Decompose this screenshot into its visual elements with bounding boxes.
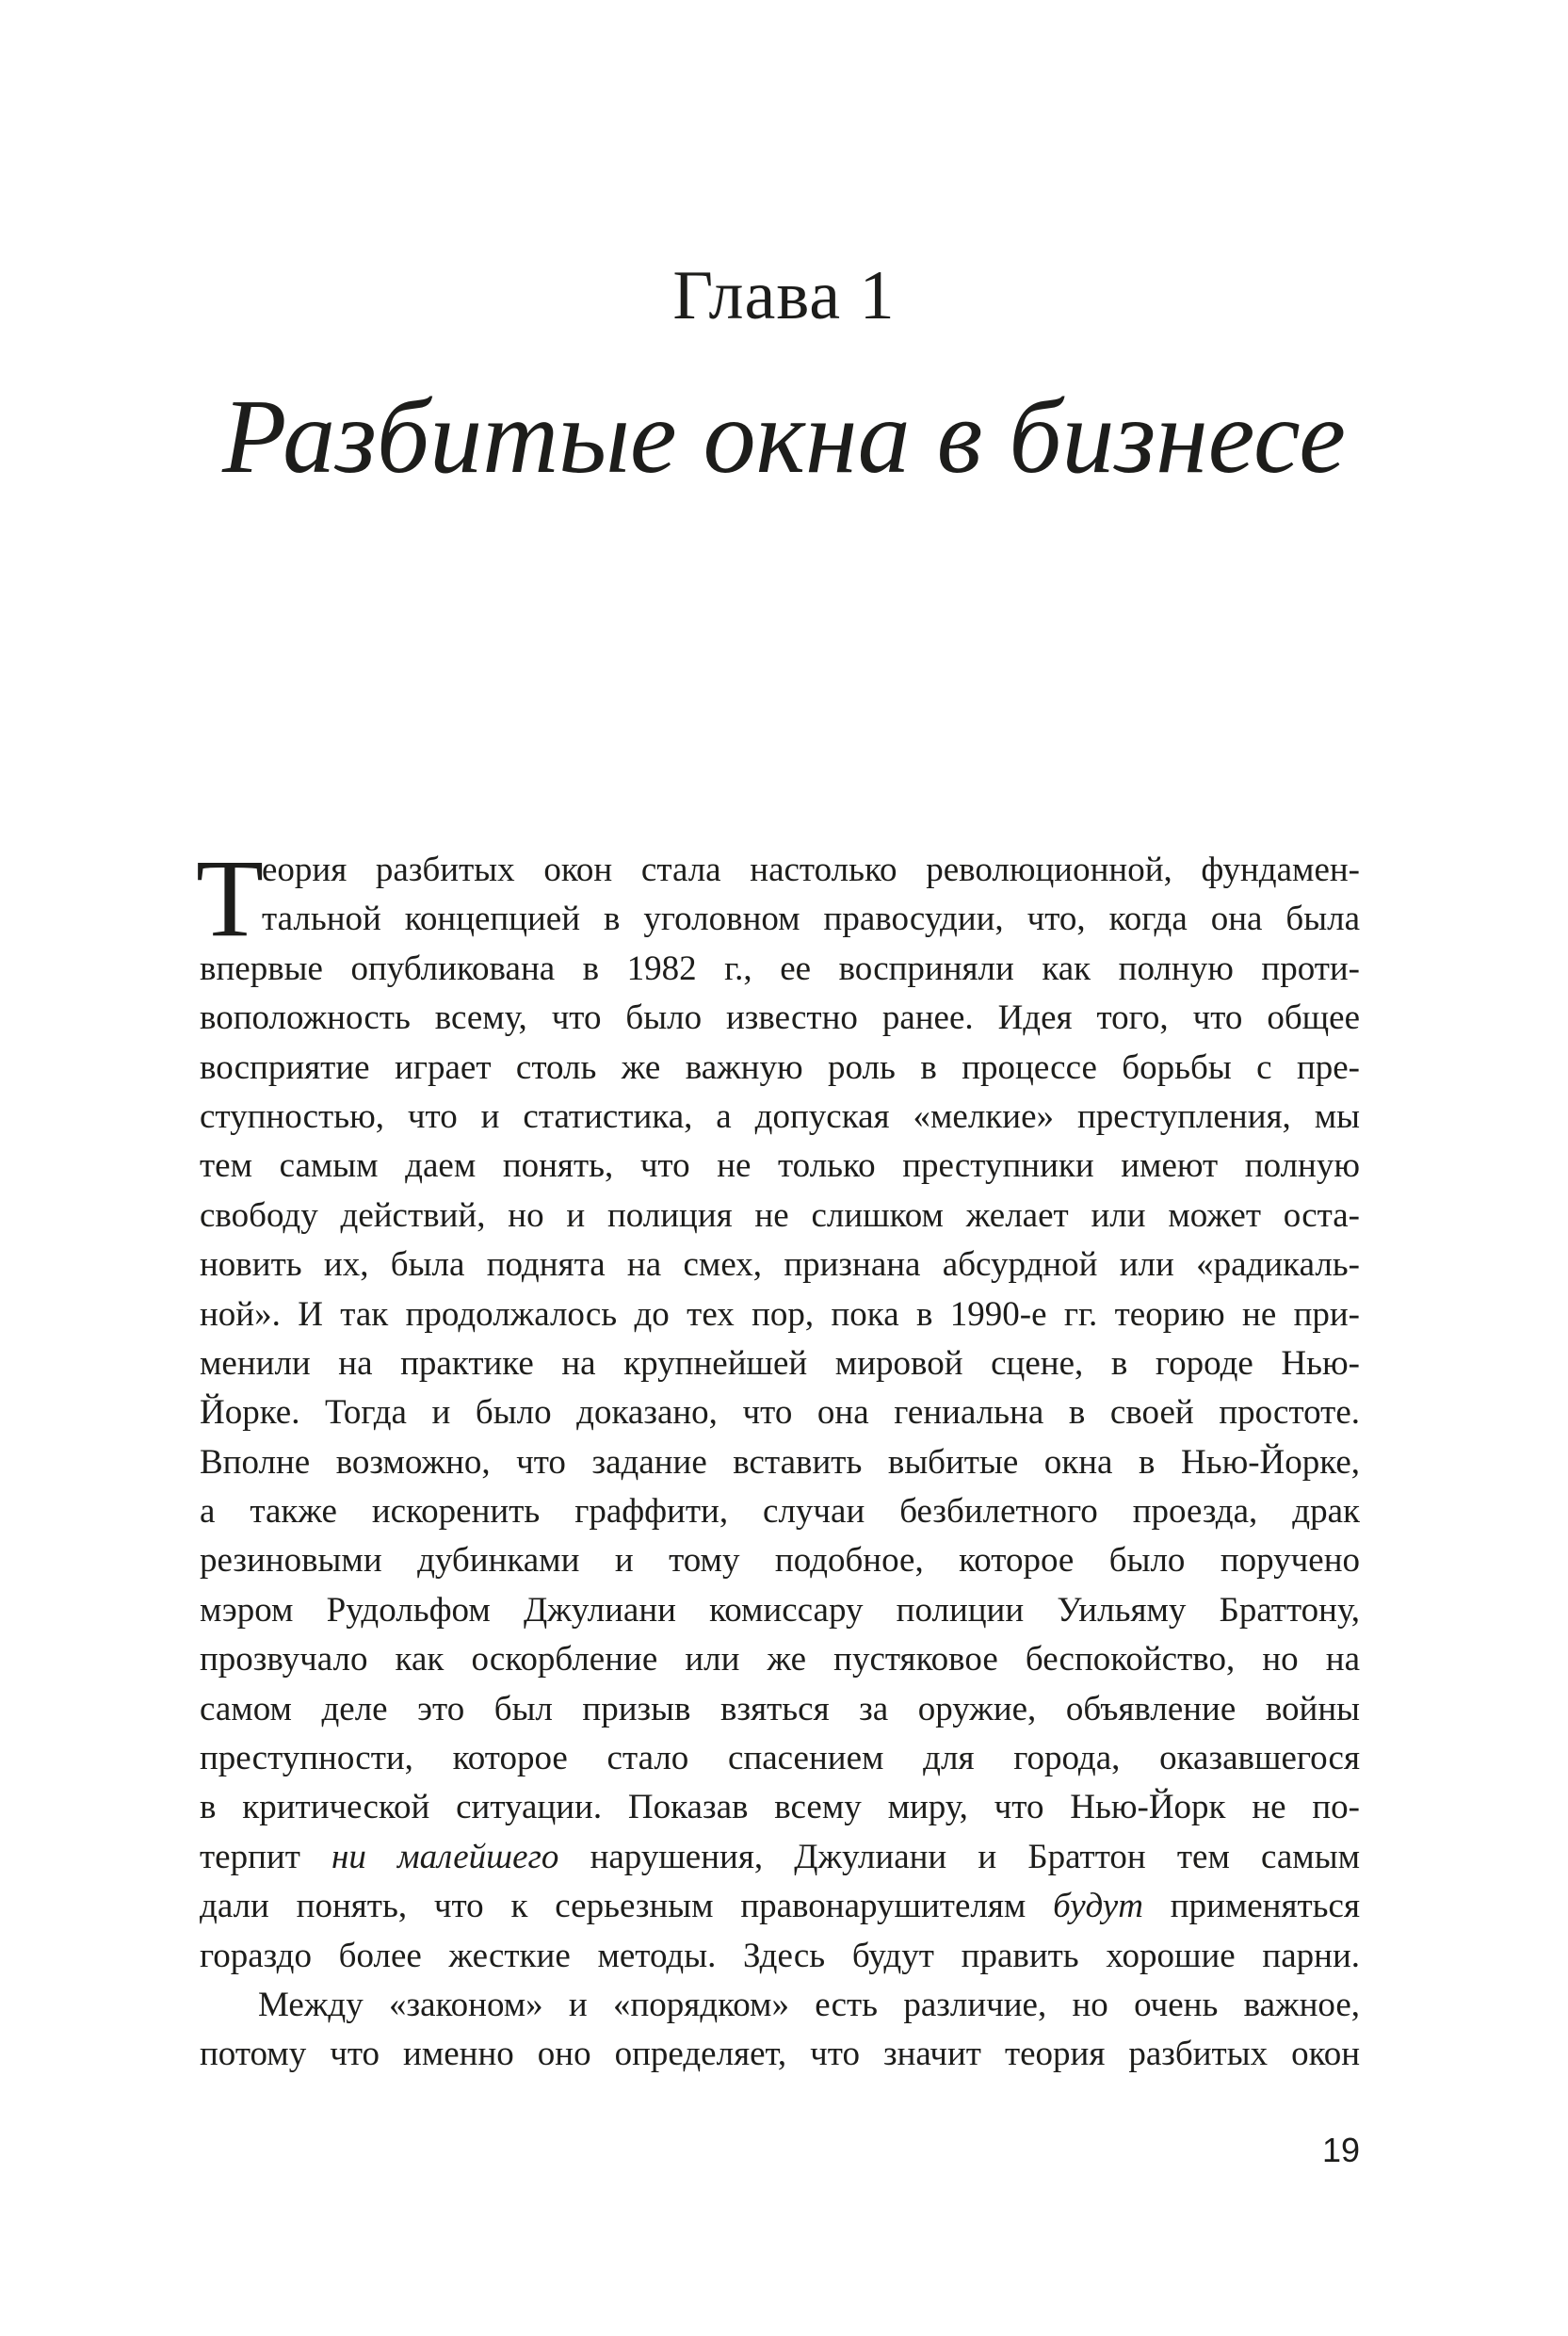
text-segment: еория разбитых окон стала настолько революционной, фундамен- — [262, 851, 1360, 889]
text-line — [200, 846, 1360, 895]
chapter-title: Разбитые окна в бизнесе — [222, 379, 1346, 495]
text-segment: применяться — [1142, 1887, 1360, 1926]
page-number: 19 — [1321, 2131, 1360, 2169]
text-line — [200, 1192, 1360, 1241]
drop-cap: Т — [196, 836, 265, 960]
text-segment: Вполне возможно, что задание вставить выбитые окна в Нью-Йорке, — [200, 1442, 1360, 1482]
text-line — [200, 1438, 1360, 1487]
text-line — [200, 1388, 1360, 1437]
text-line — [200, 1142, 1360, 1191]
text-segment: прозвучало как оскорбление или же пустяковое беспокойство, но на — [200, 1640, 1360, 1679]
text-segment: Между «законом» и «порядком» есть различие, но очень важное, — [258, 1985, 1360, 2024]
body-text — [196, 836, 1360, 2080]
text-segment: гораздо более жесткие методы. Здесь будут править хорошие парни. — [200, 1936, 1360, 1975]
text-line — [200, 895, 1360, 944]
text-segment: тальной концепцией в уголовном правосудии, что, когда она была — [262, 900, 1360, 939]
chapter-label: Глава 1 — [672, 257, 896, 334]
text-segment: новить их, была поднята на смех, признана абсурдной или «радикаль- — [200, 1245, 1360, 1285]
text-line — [200, 1339, 1360, 1388]
text-segment: самом деле это был призыв взяться за оружие, объявление войны — [200, 1689, 1360, 1728]
text-line — [200, 1487, 1360, 1536]
text-segment: воположность всему, что было известно ранее. Идея того, что общее — [200, 998, 1360, 1038]
text-segment: потому что именно оно определяет, что значит теория разбитых окон — [200, 2035, 1360, 2074]
text-line — [200, 1635, 1360, 1684]
text-segment: тем самым даем понять, что не только преступники имеют полную — [200, 1146, 1360, 1186]
text-line — [200, 1536, 1360, 1585]
text-segment: в критической ситуации. Показав всему миру, что Нью-Йорк не по- — [200, 1788, 1360, 1827]
text-segment: менили на практике на крупнейшей мировой сцене, в городе Нью- — [200, 1343, 1360, 1383]
text-line — [200, 945, 1360, 994]
text-line — [200, 1833, 1360, 1882]
text-segment: дали понять, что к серьезным правонарушителям — [200, 1887, 1054, 1926]
italic-text: будут — [1053, 1887, 1143, 1926]
text-segment: преступности, которое стало спасением для города, оказавшегося — [200, 1739, 1360, 1778]
text-line — [200, 1044, 1360, 1093]
text-segment: резиновыми дубинками и тому подобное, которое было поручено — [200, 1541, 1360, 1581]
text-segment: Йорке. Тогда и было доказано, что она гениальна в своей простоте. — [200, 1393, 1360, 1433]
text-line — [200, 1981, 1360, 2030]
text-segment: терпит — [200, 1837, 332, 1876]
text-line — [200, 1882, 1360, 1931]
text-line — [200, 1586, 1360, 1635]
text-segment: ной». И так продолжалось до тех пор, пока в 1990-е гг. теорию не при- — [200, 1294, 1360, 1334]
text-segment: впервые опубликована в 1982 г., ее восприняли как полную проти- — [200, 949, 1360, 988]
text-line — [200, 1290, 1360, 1339]
text-line — [200, 1734, 1360, 1783]
text-line — [200, 1093, 1360, 1142]
text-line — [200, 1685, 1360, 1734]
text-segment: ступностью, что и статистика, а допуская «мелкие» преступления, мы — [200, 1096, 1360, 1136]
italic-text: ни малейшего — [331, 1837, 559, 1876]
text-line — [200, 1241, 1360, 1290]
text-segment: свободу действий, но и полиция не слишком желает или может оста- — [200, 1195, 1360, 1235]
text-segment: а также искоренить граффити, случаи безбилетного проезда, драк — [200, 1492, 1360, 1532]
text-segment: восприятие играет столь же важную роль в процессе борьбы с пре- — [200, 1047, 1360, 1087]
text-segment: нарушения, Джулиани и Браттон тем самым — [558, 1837, 1360, 1876]
text-line — [200, 994, 1360, 1043]
text-segment: мэром Рудольфом Джулиани комиссару полиции Уильяму Браттону, — [200, 1590, 1360, 1630]
text-line — [200, 1932, 1360, 1981]
text-line — [200, 2030, 1360, 2079]
text-line — [200, 1783, 1360, 1832]
